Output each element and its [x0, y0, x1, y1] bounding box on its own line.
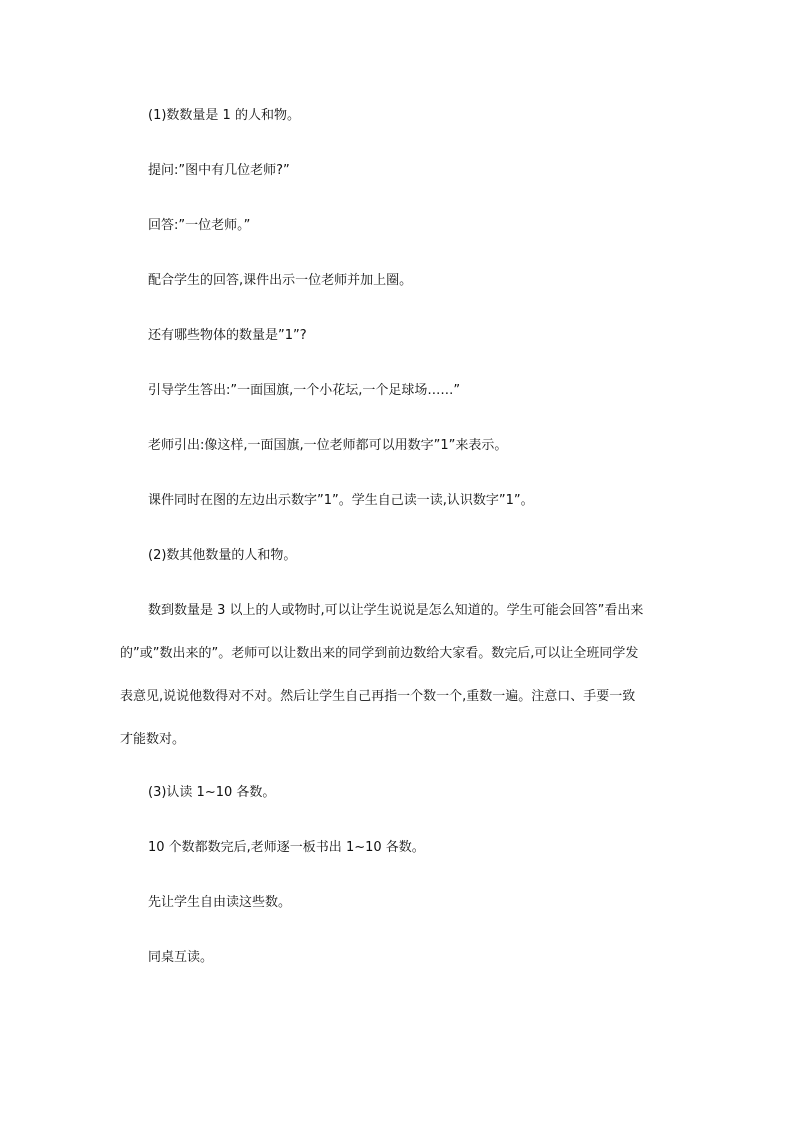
paragraph-count-others-heading: (2)数其他数量的人和物。	[148, 548, 297, 563]
paragraph-question: 提问:”图中有几位老师?”	[148, 163, 290, 178]
paragraph-line: 表意见,说说他数得对不对。然后让学生自己再指一个数一个,重数一遍。注意口、手要一致	[120, 689, 636, 704]
paragraph-answer: 回答:”一位老师。”	[148, 218, 251, 233]
paragraph-line: 才能数对。	[120, 732, 186, 747]
paragraph-read-numbers-heading: (3)认读 1~10 各数。	[148, 785, 276, 800]
paragraph-line: 数到数量是 3 以上的人或物时,可以让学生说说是怎么知道的。学生可能会回答”看出来	[148, 603, 644, 618]
paragraph-count-one-heading: (1)数数量是 1 的人和物。	[148, 108, 300, 123]
paragraph-courseware-number: 课件同时在图的左边出示数字”1”。学生自己读一读,认识数字”1”。	[148, 493, 534, 508]
paragraph-courseware-teacher: 配合学生的回答,课件出示一位老师并加上圈。	[148, 273, 413, 288]
paragraph-peer-reading: 同桌互读。	[148, 950, 214, 965]
paragraph-teacher-introduces: 老师引出:像这样,一面国旗,一位老师都可以用数字”1”来表示。	[148, 438, 508, 453]
paragraph-line: 的”或”数出来的”。老师可以让数出来的同学到前边数给大家看。数完后,可以让全班同学发	[120, 646, 639, 661]
paragraph-board-writing: 10 个数都数完后,老师逐一板书出 1~10 各数。	[148, 840, 425, 855]
paragraph-other-objects: 还有哪些物体的数量是”1”?	[148, 328, 307, 343]
paragraph-guide-answers: 引导学生答出:”一面国旗,一个小花坛,一个足球场……”	[148, 383, 461, 398]
paragraph-counting-discussion	[120, 601, 680, 761]
paragraph-free-reading: 先让学生自由读这些数。	[148, 895, 292, 910]
